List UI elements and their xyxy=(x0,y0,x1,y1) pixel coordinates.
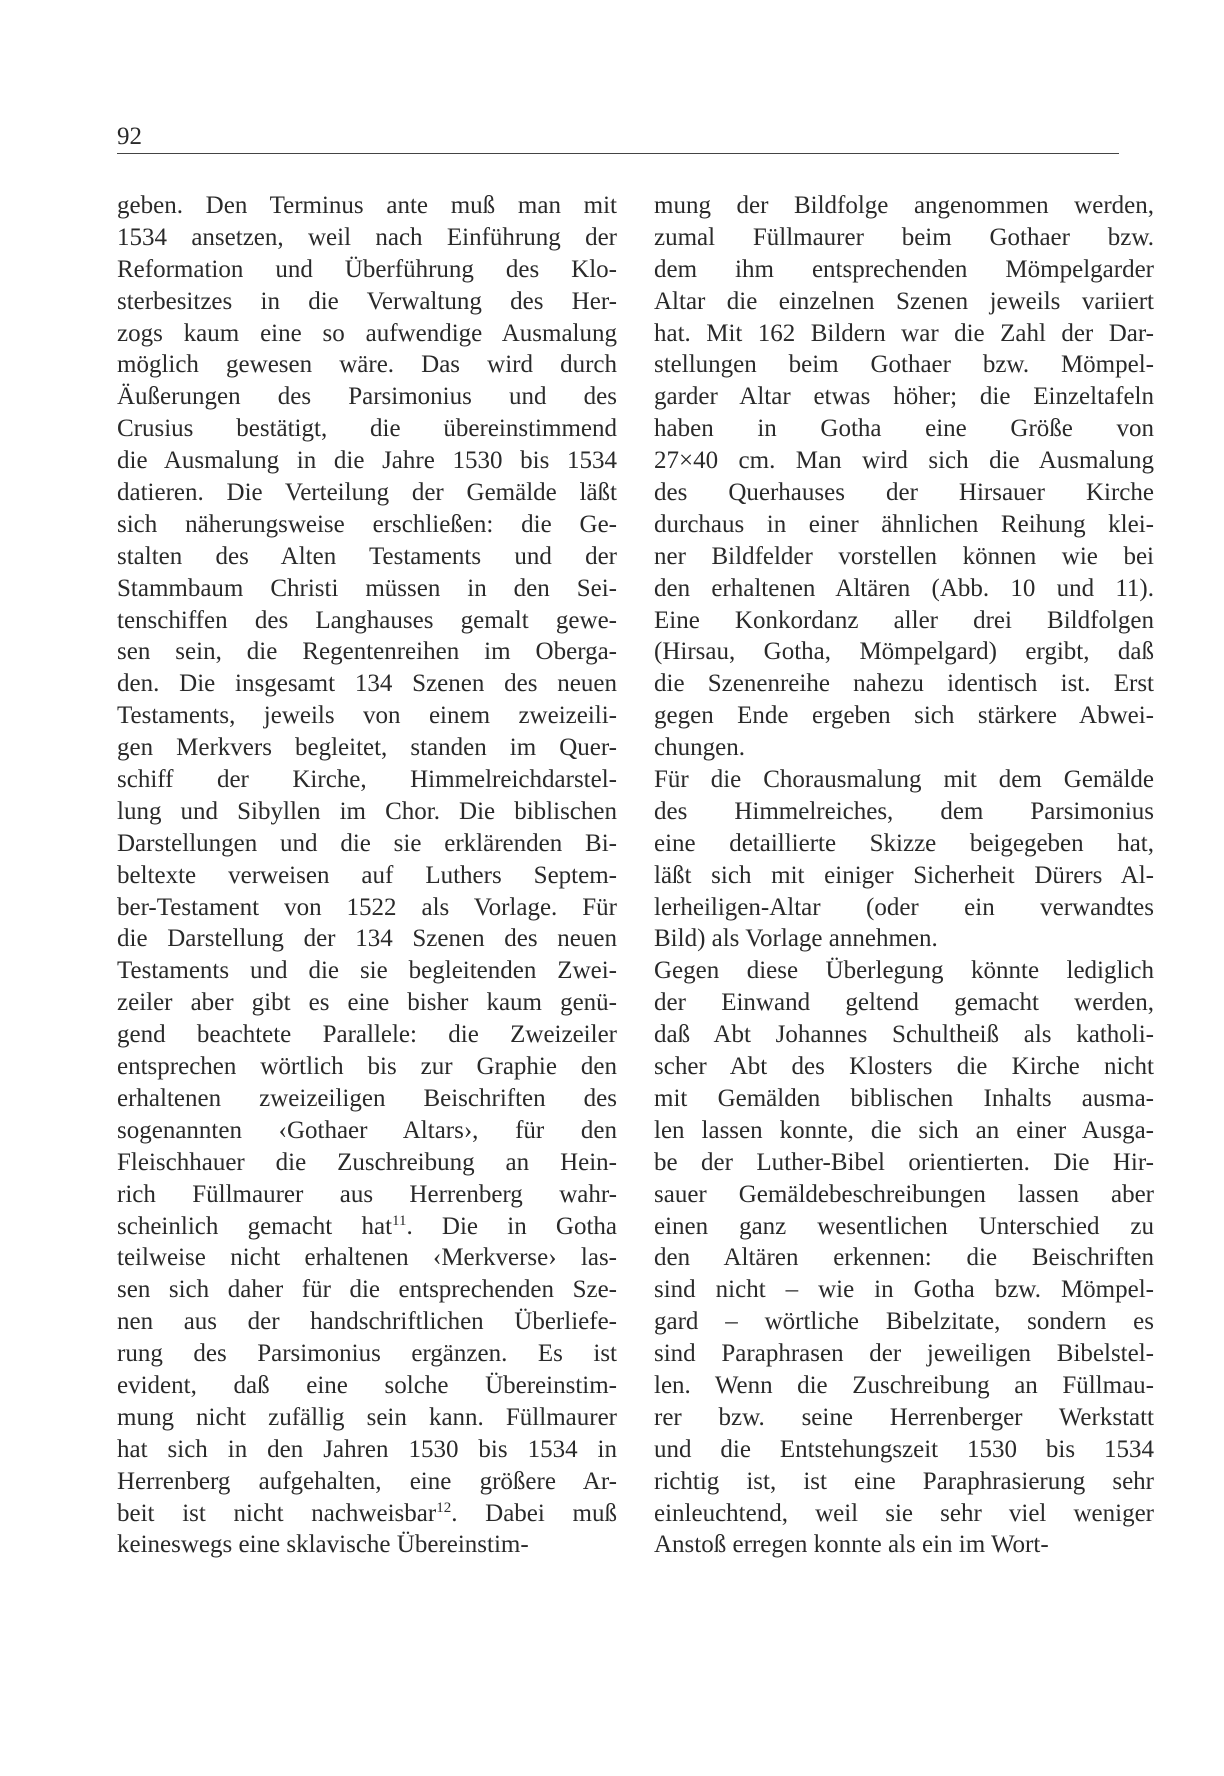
text-line: datieren. Die Verteilung der Gemälde läßt xyxy=(117,479,617,507)
text-line: sterbesitzes in die Verwaltung des Her- xyxy=(117,287,617,315)
header-rule xyxy=(117,153,1119,154)
text-line: rich Füllmaurer aus Herrenberg wahr- xyxy=(117,1180,617,1208)
text-line: richtig ist, ist eine Paraphrasierung sehr xyxy=(654,1467,1154,1495)
text-line: mung nicht zufällig sein kann. Füllmaurer xyxy=(117,1403,617,1431)
text-line: scher Abt des Klosters die Kirche nicht xyxy=(654,1053,1154,1081)
text-line: Gegen diese Überlegung könnte lediglich xyxy=(654,957,1154,985)
text-line: mit Gemälden biblischen Inhalts ausma- xyxy=(654,1084,1154,1112)
page-number: 92 xyxy=(117,123,142,150)
text-line: Darstellungen und die sie erklärenden Bi- xyxy=(117,829,617,857)
text-line-footnote-11 xyxy=(117,1211,617,1243)
text-fragment: . Die in Gotha xyxy=(406,1212,618,1240)
text-line: Stammbaum Christi müssen in den Sei- xyxy=(117,574,617,602)
text-line: entsprechen wörtlich bis zur Graphie den xyxy=(117,1053,617,1081)
text-line: des Himmelreiches, dem Parsimonius xyxy=(654,797,1154,825)
text-line: mung der Bildfolge angenommen werden, xyxy=(654,192,1154,219)
text-line: 1534 ansetzen, weil nach Einführung der xyxy=(117,223,617,251)
text-line-footnote-12 xyxy=(117,1498,617,1530)
text-line: be der Luther-Bibel orientierten. Die Hir- xyxy=(654,1148,1154,1176)
text-line: den. Die insgesamt 134 Szenen des neuen xyxy=(117,670,617,698)
text-line: lung und Sibyllen im Chor. Die biblischen xyxy=(117,797,617,825)
text-line: und die Entstehungszeit 1530 bis 1534 xyxy=(654,1435,1154,1463)
text-line: ber-Testament von 1522 als Vorlage. Für xyxy=(117,893,617,921)
text-line: Anstoß erregen konnte als ein im Wort- xyxy=(654,1531,1049,1559)
text-line: Eine Konkordanz aller drei Bildfolgen xyxy=(654,606,1154,634)
text-line: 27×40 cm. Man wird sich die Ausmalung xyxy=(654,447,1154,475)
text-line: (Hirsau, Gotha, Mömpelgard) ergibt, daß xyxy=(654,638,1154,666)
text-line: gard – wörtliche Bibelzitate, sondern es xyxy=(654,1308,1154,1336)
text-line: läßt sich mit einiger Sicherheit Dürers Al- xyxy=(654,861,1154,889)
text-line: rung des Parsimonius ergänzen. Es ist xyxy=(117,1340,617,1368)
text-line: ner Bildfelder vorstellen können wie bei xyxy=(654,542,1154,570)
text-line: die Szenenreihe nahezu identisch ist. Erst xyxy=(654,670,1154,698)
text-line: die Darstellung der 134 Szenen des neuen xyxy=(117,925,617,953)
footnote-ref-11[interactable]: 11 xyxy=(392,1212,407,1229)
text-line: gen Merkvers begleitet, standen im Quer- xyxy=(117,734,617,762)
text-line: gegen Ende ergeben sich stärkere Abwei- xyxy=(654,702,1154,730)
text-line: der Einwand geltend gemacht werden, xyxy=(654,989,1154,1017)
text-line: schiff der Kirche, Himmelreichdarstel- xyxy=(117,766,617,794)
text-line: beltexte verweisen auf Luthers Septem- xyxy=(117,861,617,889)
text-line: teilweise nicht erhaltenen ‹Merkverse› las- xyxy=(117,1244,617,1272)
text-fragment: scheinlich gemacht hat xyxy=(117,1212,393,1240)
text-line: len lassen konnte, die sich an einer Ausga- xyxy=(654,1116,1154,1144)
text-line: Reformation und Überführung des Klo- xyxy=(117,255,617,283)
footnote-ref-12[interactable]: 12 xyxy=(436,1499,452,1516)
right-column xyxy=(654,190,1154,1561)
text-line: daß Abt Johannes Schultheiß als katholi- xyxy=(654,1021,1154,1049)
text-line: Testaments und die sie begleitenden Zwei- xyxy=(117,957,617,985)
text-line: erhaltenen zweizeiligen Beischriften des xyxy=(117,1084,617,1112)
text-line: nen aus der handschriftlichen Überliefe- xyxy=(117,1308,617,1336)
text-fragment: beit ist nicht nachweisbar xyxy=(117,1499,437,1527)
text-line: Für die Chorausmalung mit dem Gemälde xyxy=(654,766,1154,794)
text-line: garder Altar etwas höher; die Einzeltafeln xyxy=(654,383,1154,411)
text-line: des Querhauses der Hirsauer Kirche xyxy=(654,479,1154,507)
text-line: einleuchtend, weil sie sehr viel weniger xyxy=(654,1499,1154,1527)
text-line: zumal Füllmaurer beim Gothaer bzw. xyxy=(654,223,1154,251)
text-line: keineswegs eine sklavische Übereinstim- xyxy=(117,1531,529,1559)
text-line: den erhaltenen Altären (Abb. 10 und 11). xyxy=(654,574,1154,602)
left-column xyxy=(117,190,617,1561)
text-line: hat sich in den Jahren 1530 bis 1534 in xyxy=(117,1435,617,1463)
text-line: Herrenberg aufgehalten, eine größere Ar- xyxy=(117,1467,617,1495)
text-line: hat. Mit 162 Bildern war die Zahl der Dar- xyxy=(654,319,1154,347)
text-line: durchaus in einer ähnlichen Reihung klei- xyxy=(654,510,1154,538)
text-line: stellungen beim Gothaer bzw. Mömpel- xyxy=(654,351,1154,379)
text-line: Äußerungen des Parsimonius und des xyxy=(117,383,617,411)
text-line: gend beachtete Parallele: die Zweizeiler xyxy=(117,1021,617,1049)
text-line: Testaments, jeweils von einem zweizeili- xyxy=(117,702,617,730)
text-fragment: . Dabei muß xyxy=(451,1499,618,1527)
text-line: die Ausmalung in die Jahre 1530 bis 1534 xyxy=(117,447,617,475)
text-line: stalten des Alten Testaments und der xyxy=(117,542,617,570)
text-line: lerheiligen-Altar (oder ein verwandtes xyxy=(654,893,1154,921)
text-line: möglich gewesen wäre. Das wird durch xyxy=(117,351,617,379)
text-line: den Altären erkennen: die Beischriften xyxy=(654,1244,1154,1272)
text-line: Crusius bestätigt, die übereinstimmend xyxy=(117,415,617,443)
text-line: sich näherungsweise erschließen: die Ge- xyxy=(117,510,617,538)
text-line: dem ihm entsprechenden Mömpelgarder xyxy=(654,255,1154,283)
text-line: chungen. xyxy=(654,734,745,762)
text-line: sauer Gemäldebeschreibungen lassen aber xyxy=(654,1180,1154,1208)
text-line: evident, daß eine solche Übereinstim- xyxy=(117,1371,617,1399)
text-line: sen sein, die Regentenreihen im Oberga- xyxy=(117,638,617,666)
text-line: len. Wenn die Zuschreibung an Füllmau- xyxy=(654,1371,1154,1399)
text-line: haben in Gotha eine Größe von xyxy=(654,415,1154,443)
text-line: sogenannten ‹Gothaer Altars›, für den xyxy=(117,1116,617,1144)
text-line: sind Paraphrasen der jeweiligen Bibelstel- xyxy=(654,1340,1154,1368)
text-line: Altar die einzelnen Szenen jeweils variiert xyxy=(654,287,1154,315)
text-line: einen ganz wesentlichen Unterschied zu xyxy=(654,1212,1154,1240)
text-line: eine detaillierte Skizze beigegeben hat, xyxy=(654,829,1154,857)
text-line: sen sich daher für die entsprechenden Sze- xyxy=(117,1276,617,1304)
text-line: tenschiffen des Langhauses gemalt gewe- xyxy=(117,606,617,634)
text-line: Bild) als Vorlage annehmen. xyxy=(654,925,938,953)
text-line: geben. Den Terminus ante muß man mit xyxy=(117,192,617,219)
text-line: Fleischhauer die Zuschreibung an Hein- xyxy=(117,1148,617,1176)
text-line: zogs kaum eine so aufwendige Ausmalung xyxy=(117,319,617,347)
text-line: zeiler aber gibt es eine bisher kaum genü- xyxy=(117,989,617,1017)
text-line: rer bzw. seine Herrenberger Werkstatt xyxy=(654,1403,1154,1431)
text-line: sind nicht – wie in Gotha bzw. Mömpel- xyxy=(654,1276,1154,1304)
